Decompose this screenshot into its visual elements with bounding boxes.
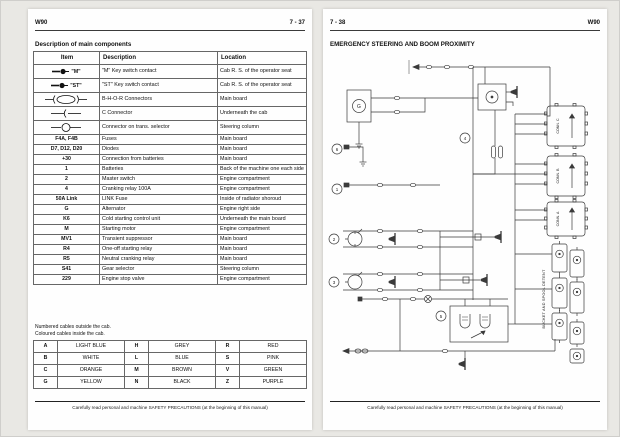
c-connector-icon xyxy=(51,108,81,119)
table-row xyxy=(34,235,307,245)
cell-location: Cab R. S. of the operator seat xyxy=(218,65,307,79)
cell-description: LINK Fuse xyxy=(100,195,218,205)
cell-item: 2 xyxy=(34,175,100,185)
color-name: RED xyxy=(240,341,307,353)
cell-location: Engine compartment xyxy=(218,175,307,185)
cell-item: 229 xyxy=(34,275,100,285)
cell-description: Neutral cranking relay xyxy=(100,255,218,265)
color-name: YELLOW xyxy=(58,377,125,389)
color-row xyxy=(34,377,307,389)
cell-description: "ST" Key switch contact xyxy=(100,79,218,93)
color-name: WHITE xyxy=(58,353,125,365)
footer-safety-note: Carefully read personal and machine SAFETY PRECAUTIONS (at the beginning of this manual) xyxy=(72,405,268,410)
cell-item: F4A, F4B xyxy=(34,135,100,145)
color-name: GREEN xyxy=(240,365,307,377)
table-row xyxy=(34,195,307,205)
footer-safety-note: Carefully read personal and machine SAFETY PRECAUTIONS (at the beginning of this manual) xyxy=(367,405,563,410)
color-code: M xyxy=(125,365,149,377)
conn-a-label: CONN. A xyxy=(556,211,560,227)
cable-color-table xyxy=(33,340,307,389)
cell-location: Cab R. S. of the operator seat xyxy=(218,79,307,93)
col-header-description: Description xyxy=(100,52,218,65)
color-code: C xyxy=(34,365,58,377)
col-header-item: Item xyxy=(34,52,100,65)
cell-description: C Connector xyxy=(100,107,218,121)
page-left xyxy=(28,9,312,430)
wiring-diagram xyxy=(325,54,605,396)
note-line: Numbered cables outside the cab. xyxy=(35,324,111,330)
color-row xyxy=(34,365,307,377)
cell-description: Cranking relay 100A xyxy=(100,185,218,195)
table-row xyxy=(34,265,307,275)
cell-location: Inside of radiator shoroud xyxy=(218,195,307,205)
page-header-model: W90 xyxy=(35,20,48,26)
page-header-model: W90 xyxy=(587,20,600,26)
color-code: V xyxy=(216,365,240,377)
callout-4: 4 xyxy=(463,135,467,141)
page-header xyxy=(35,20,305,26)
cell-location: Main board xyxy=(218,145,307,155)
page-header-number: 7 - 38 xyxy=(330,20,346,26)
cell-location: Engine compartment xyxy=(218,185,307,195)
footer-rule xyxy=(35,401,305,402)
cell-item: G xyxy=(34,205,100,215)
cell-location: Main board xyxy=(218,245,307,255)
color-name: GREY xyxy=(149,341,216,353)
cell-description: Starting motor xyxy=(100,225,218,235)
footer-rule xyxy=(330,401,600,402)
page-header-number: 7 - 37 xyxy=(289,20,305,26)
cell-location: Steering column xyxy=(218,265,307,275)
component-letter: G xyxy=(357,104,361,110)
cell-description: Connector on trans. selector xyxy=(100,121,218,135)
color-code: Z xyxy=(216,377,240,389)
color-name: ORANGE xyxy=(58,365,125,377)
cell-item xyxy=(34,121,100,135)
cell-location: Main board xyxy=(218,235,307,245)
table-row xyxy=(34,145,307,155)
color-code: G xyxy=(34,377,58,389)
conn-b-label: CONN. B xyxy=(556,168,560,184)
color-name: BROWN xyxy=(149,365,216,377)
page-title: EMERGENCY STEERING AND BOOM PROXIMITY xyxy=(330,41,475,48)
color-row xyxy=(34,353,307,365)
cell-description: Batteries xyxy=(100,165,218,175)
header-rule xyxy=(330,30,600,31)
cell-description: Gear selector xyxy=(100,265,218,275)
page-right xyxy=(323,9,607,430)
components-table xyxy=(33,51,307,285)
table-row xyxy=(34,245,307,255)
cell-item: R4 xyxy=(34,245,100,255)
cell-location: Steering column xyxy=(218,121,307,135)
cell-item: 4 xyxy=(34,185,100,195)
table-row xyxy=(34,135,307,145)
table-header-row xyxy=(34,52,307,65)
table-row xyxy=(34,121,307,135)
cell-item xyxy=(34,93,100,107)
cell-item: 1 xyxy=(34,165,100,175)
cell-description: Cold starting control unit xyxy=(100,215,218,225)
cell-description: Connection from batteries xyxy=(100,155,218,165)
cell-location: Main board xyxy=(218,135,307,145)
cell-item: R5 xyxy=(34,255,100,265)
table-row xyxy=(34,215,307,225)
note-line: Coloured cables inside the cab. xyxy=(35,330,105,337)
header-rule xyxy=(35,30,305,31)
conn-c-label: CONN. C xyxy=(556,118,560,134)
cell-location: Engine compartment xyxy=(218,275,307,285)
cell-item: "ST" xyxy=(34,79,100,93)
cell-location: Main board xyxy=(218,155,307,165)
cell-item: 50A Link xyxy=(34,195,100,205)
detent-side-label: BUCKET AND SPOOL DETENT xyxy=(542,269,546,329)
callout-5: 5 xyxy=(439,313,443,319)
table-row xyxy=(34,107,307,121)
color-name: PURPLE xyxy=(240,377,307,389)
table-row xyxy=(34,79,307,93)
table-row xyxy=(34,225,307,235)
inline-connector-icon xyxy=(51,122,81,133)
table-row xyxy=(34,205,307,215)
cell-description: B-H-O-R Connectors xyxy=(100,93,218,107)
callout-1: 1 xyxy=(335,186,339,192)
cell-location: Main board xyxy=(218,93,307,107)
color-code: L xyxy=(125,353,149,365)
color-code: N xyxy=(125,377,149,389)
cell-description: Engine stop valve xyxy=(100,275,218,285)
color-name: PINK xyxy=(240,353,307,365)
table-row xyxy=(34,255,307,265)
cell-item: M xyxy=(34,225,100,235)
bhor-connector-icon xyxy=(45,94,87,105)
callout-6: 6 xyxy=(335,146,339,152)
color-code: H xyxy=(125,341,149,353)
col-header-location: Location xyxy=(218,52,307,65)
callout-3: 3 xyxy=(332,279,336,285)
cell-item: +30 xyxy=(34,155,100,165)
cell-description: Alternator xyxy=(100,205,218,215)
color-name: BLUE xyxy=(149,353,216,365)
page-header xyxy=(330,20,600,26)
cell-item xyxy=(34,107,100,121)
cell-item: D7, D12, D20 xyxy=(34,145,100,155)
cable-notes xyxy=(35,324,111,337)
cell-description: Transient suppressor xyxy=(100,235,218,245)
cell-description: Fuses xyxy=(100,135,218,145)
page-title: Description of main components xyxy=(35,41,132,48)
table-row xyxy=(34,93,307,107)
key-icon xyxy=(52,68,70,75)
key-icon xyxy=(51,82,69,89)
color-row xyxy=(34,341,307,353)
cell-item: MV1 xyxy=(34,235,100,245)
cell-location: Underneath the cab xyxy=(218,107,307,121)
cell-description: Master switch xyxy=(100,175,218,185)
color-code: B xyxy=(34,353,58,365)
table-row xyxy=(34,65,307,79)
cell-location: Main board xyxy=(218,255,307,265)
cell-item: S41 xyxy=(34,265,100,275)
color-code: A xyxy=(34,341,58,353)
cell-location: Engine right side xyxy=(218,205,307,215)
cell-location: Back of the machine one each side xyxy=(218,165,307,175)
cell-description: One-off starting relay xyxy=(100,245,218,255)
cell-location: Underneath the main board xyxy=(218,215,307,225)
color-name: BLACK xyxy=(149,377,216,389)
color-name: LIGHT BLUE xyxy=(58,341,125,353)
cell-location: Engine compartment xyxy=(218,225,307,235)
table-row xyxy=(34,185,307,195)
table-row xyxy=(34,155,307,165)
callout-2: 2 xyxy=(332,236,336,242)
cell-description: "M" Key switch contact xyxy=(100,65,218,79)
table-row xyxy=(34,165,307,175)
table-row xyxy=(34,275,307,285)
cell-description: Diodes xyxy=(100,145,218,155)
color-code: R xyxy=(216,341,240,353)
color-code: S xyxy=(216,353,240,365)
cell-item: "M" xyxy=(34,65,100,79)
table-row xyxy=(34,175,307,185)
cell-item: K6 xyxy=(34,215,100,225)
